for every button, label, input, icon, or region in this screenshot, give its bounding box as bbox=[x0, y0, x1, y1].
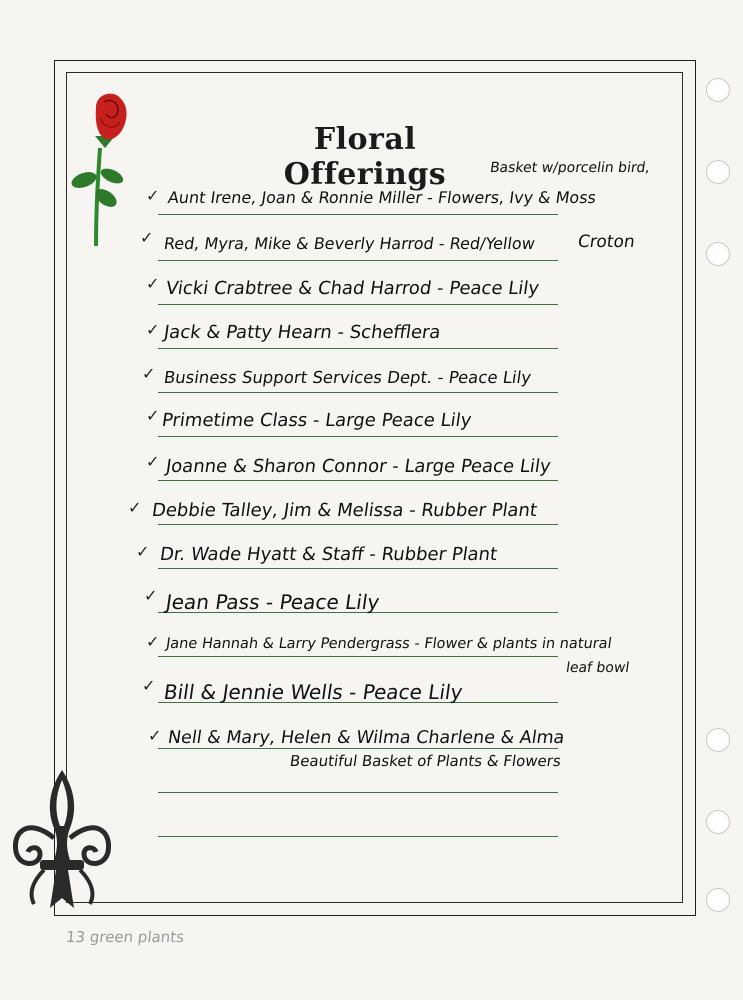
check-mark: ✓ bbox=[148, 726, 162, 745]
check-mark: ✓ bbox=[146, 632, 160, 651]
check-mark: ✓ bbox=[146, 406, 160, 425]
ruled-line bbox=[158, 214, 558, 215]
entry-note: Beautiful Basket of Plants & Flowers bbox=[288, 752, 563, 770]
list-item: Red, Myra, Mike & Beverly Harrod - Red/Yellow bbox=[162, 234, 537, 253]
entry-note: Croton bbox=[576, 232, 637, 252]
ruled-line bbox=[158, 568, 558, 569]
binder-hole bbox=[706, 728, 730, 752]
list-item: Primetime Class - Large Peace Lily bbox=[160, 410, 473, 431]
check-mark: ✓ bbox=[142, 676, 156, 695]
list-item: Debbie Talley, Jim & Melissa - Rubber Plant bbox=[150, 500, 539, 521]
list-item: Jack & Patty Hearn - Schefflera bbox=[162, 322, 442, 343]
ruled-line bbox=[158, 436, 558, 437]
entry-note: Basket w/porcelin bird, bbox=[488, 160, 651, 176]
check-mark: ✓ bbox=[140, 228, 154, 247]
fleur-de-lis-icon bbox=[10, 768, 114, 916]
ruled-line bbox=[158, 480, 558, 481]
ruled-line bbox=[158, 304, 558, 305]
ruled-line bbox=[158, 524, 558, 525]
binder-hole bbox=[706, 242, 730, 266]
rose-icon bbox=[70, 88, 150, 253]
list-item: Nell & Mary, Helen & Wilma Charlene & Alma bbox=[166, 728, 566, 748]
check-mark: ✓ bbox=[136, 542, 150, 561]
list-item: Vicki Crabtree & Chad Harrod - Peace Lily bbox=[164, 278, 541, 299]
check-mark: ✓ bbox=[146, 452, 160, 471]
check-mark: ✓ bbox=[142, 364, 156, 383]
binder-hole bbox=[706, 160, 730, 184]
ruled-line bbox=[158, 792, 558, 793]
ruled-line bbox=[158, 260, 558, 261]
footer-note: 13 green plants bbox=[65, 928, 185, 946]
ruled-line bbox=[158, 348, 558, 349]
list-item: Business Support Services Dept. - Peace Lily bbox=[162, 368, 533, 387]
check-mark: ✓ bbox=[146, 186, 160, 205]
list-item: Joanne & Sharon Connor - Large Peace Lily bbox=[164, 456, 553, 477]
page-title: Floral Offerings bbox=[283, 122, 447, 192]
list-item: Dr. Wade Hyatt & Staff - Rubber Plant bbox=[158, 544, 499, 565]
list-item: Jane Hannah & Larry Pendergrass - Flower & plants in natural bbox=[164, 636, 613, 652]
check-mark: ✓ bbox=[144, 586, 158, 605]
check-mark: ✓ bbox=[146, 320, 160, 339]
ruled-line bbox=[158, 656, 558, 657]
ruled-line bbox=[158, 748, 558, 749]
binder-hole bbox=[706, 78, 730, 102]
check-mark: ✓ bbox=[146, 274, 160, 293]
check-mark: ✓ bbox=[128, 498, 142, 517]
binder-hole bbox=[706, 810, 730, 834]
ruled-line bbox=[158, 392, 558, 393]
list-item: Aunt Irene, Joan & Ronnie Miller - Flowers, Ivy & Moss bbox=[166, 188, 598, 207]
list-item: Jean Pass - Peace Lily bbox=[164, 590, 382, 614]
list-item: Bill & Jennie Wells - Peace Lily bbox=[162, 680, 465, 704]
binder-hole bbox=[706, 888, 730, 912]
entry-note: leaf bowl bbox=[564, 660, 631, 676]
ruled-line bbox=[158, 836, 558, 837]
